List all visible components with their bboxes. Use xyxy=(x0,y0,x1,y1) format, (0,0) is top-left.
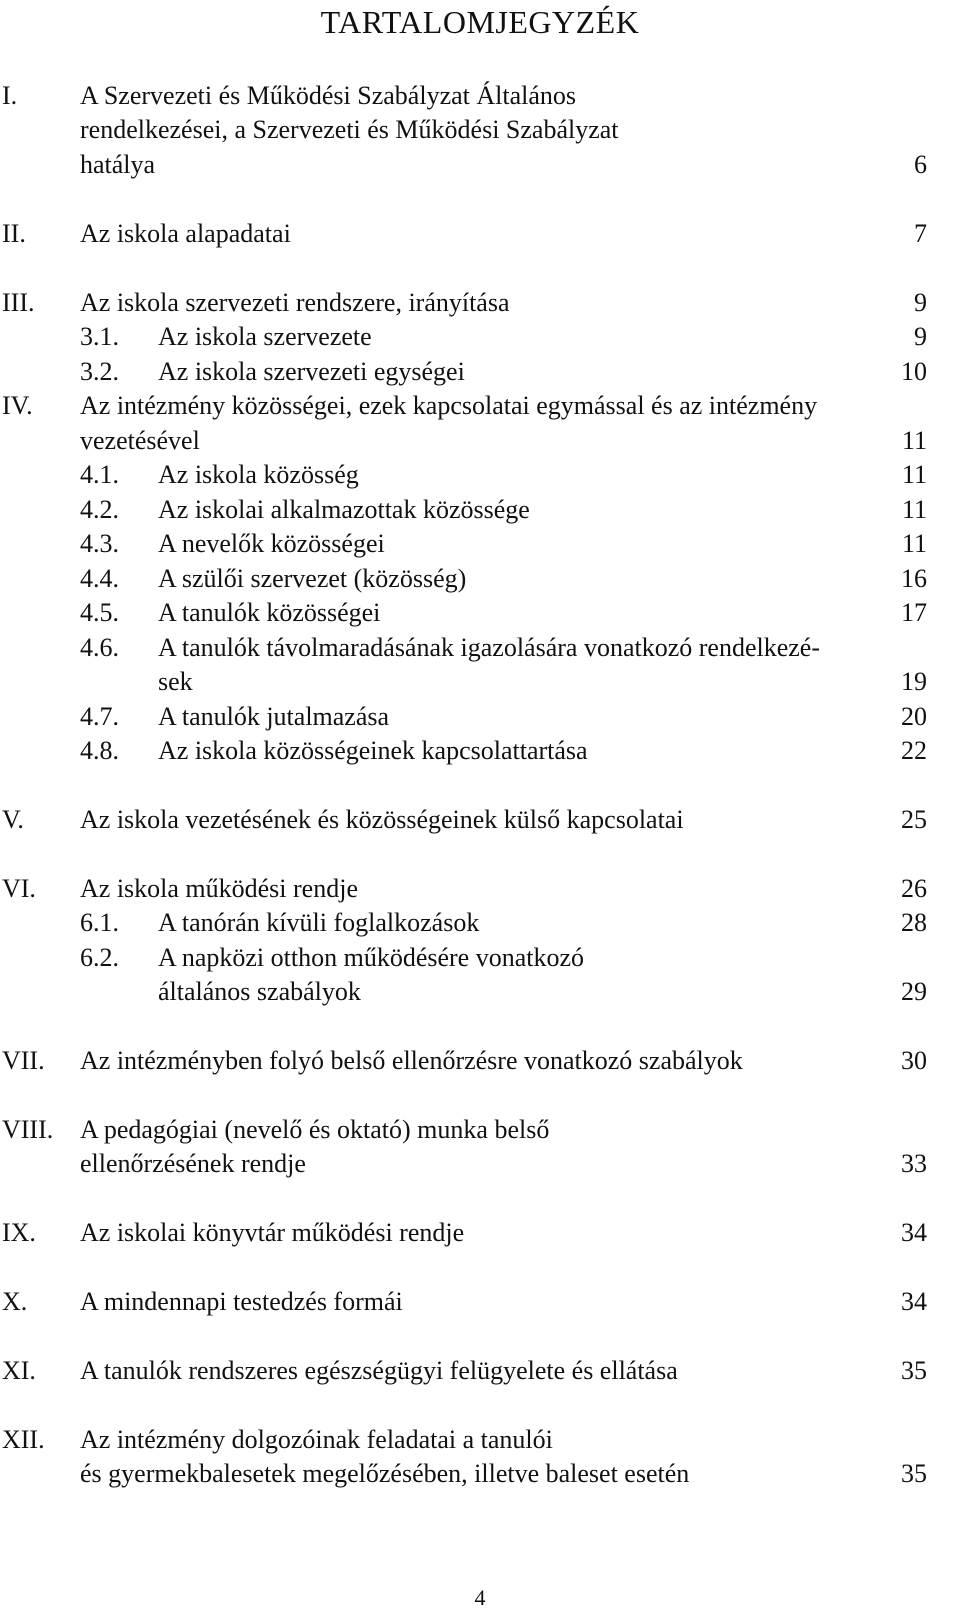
toc-entry-title: A tanórán kívüli foglalkozások xyxy=(158,908,480,937)
toc-entry-page: 26 xyxy=(901,874,927,903)
toc-entry-line xyxy=(0,1043,960,1079)
toc-entry-number: II. xyxy=(2,219,26,248)
page-title: TARTALOMJEGYZÉK xyxy=(320,4,640,40)
toc-entry-number: 3.1. xyxy=(80,322,119,351)
toc-entry-page: 10 xyxy=(901,357,927,386)
toc-entry-page: 11 xyxy=(901,460,927,489)
toc-entry-number: 4.6. xyxy=(80,633,119,662)
toc-entry-line xyxy=(0,561,960,597)
toc-entry-number: IX. xyxy=(2,1218,36,1247)
toc-entry-line xyxy=(0,974,960,1010)
toc-entry-page: 7 xyxy=(914,219,927,248)
toc-entry-number: V. xyxy=(2,805,24,834)
toc-entry-page: 6 xyxy=(914,150,927,179)
toc-entry-page: 30 xyxy=(901,1046,927,1075)
toc-entry-page: 28 xyxy=(901,908,927,937)
toc-entry-line xyxy=(0,216,960,252)
page-number: 4 xyxy=(474,1585,486,1610)
toc-entry-line xyxy=(0,354,960,390)
toc-entry-title: A pedagógiai (nevelő és oktató) munka belső xyxy=(80,1115,550,1144)
toc-entry-line xyxy=(0,457,960,493)
toc-entry-line xyxy=(0,940,960,976)
toc-entry-line xyxy=(0,733,960,769)
toc-entry-line xyxy=(0,595,960,631)
toc-entry-title: hatálya xyxy=(80,150,156,179)
toc-entry-number: 6.2. xyxy=(80,943,119,972)
toc-entry-number: VII. xyxy=(2,1046,45,1075)
toc-entry-title: Az iskola vezetésének és közösségeinek külső kapcsolatai xyxy=(80,805,684,834)
toc-entry-page: 11 xyxy=(901,529,927,558)
toc-entry-title: A nevelők közösségei xyxy=(158,529,385,558)
toc-entry-number: XI. xyxy=(2,1356,36,1385)
toc-entry-title: Az iskola szervezeti egységei xyxy=(158,357,465,386)
toc-entry-line xyxy=(0,905,960,941)
toc-entry-title: Az iskola szervezeti rendszere, irányítása xyxy=(80,288,510,317)
toc-entry-title: Az iskolai alkalmazottak közössége xyxy=(158,495,530,524)
toc-entry-title: sek xyxy=(158,667,193,696)
toc-entry-title: A Szervezeti és Működési Szabályzat Általános xyxy=(80,81,577,110)
toc-entry-number: XII. xyxy=(2,1425,45,1454)
toc-entry-number: 4.7. xyxy=(80,702,119,731)
toc-entry-title: Az intézményben folyó belső ellenőrzésre vonatkozó szabályok xyxy=(80,1046,743,1075)
toc-entry-line xyxy=(0,802,960,838)
toc-entry-title: vezetésével xyxy=(80,426,200,455)
toc-entry-number: VIII. xyxy=(2,1115,54,1144)
toc-entry-title: A napközi otthon működésére vonatkozó xyxy=(158,943,585,972)
toc-entry-page: 19 xyxy=(901,667,927,696)
toc-entry-number: III. xyxy=(2,288,35,317)
toc-entry-title: A tanulók jutalmazása xyxy=(158,702,390,731)
toc-entry-page: 17 xyxy=(901,598,927,627)
toc-entry-page: 35 xyxy=(901,1459,927,1488)
toc-entry-line xyxy=(0,319,960,355)
toc-entry-title: A tanulók közösségei xyxy=(158,598,381,627)
toc-entry-number: 6.1. xyxy=(80,908,119,937)
toc-entry-title: Az iskola közösség xyxy=(158,460,359,489)
toc-entry-page: 22 xyxy=(901,736,927,765)
toc-entry-number: VI. xyxy=(2,874,36,903)
toc-entry-page: 20 xyxy=(901,702,927,731)
toc-entry-line xyxy=(0,1422,960,1458)
toc-entry-title: A mindennapi testedzés formái xyxy=(80,1287,403,1316)
toc-entry-line xyxy=(0,1284,960,1320)
toc-entry-title: Az iskolai könyvtár működési rendje xyxy=(80,1218,465,1247)
toc-entry-number: 4.5. xyxy=(80,598,119,627)
toc-entry-line xyxy=(0,664,960,700)
toc-entry-line xyxy=(0,285,960,321)
toc-entry-number: 4.2. xyxy=(80,495,119,524)
toc-entry-page: 25 xyxy=(901,805,927,834)
toc-entry-title: Az intézmény dolgozóinak feladatai a tanulói xyxy=(80,1425,553,1454)
toc-entry-number: X. xyxy=(2,1287,28,1316)
toc-entry-page: 11 xyxy=(901,495,927,524)
toc-entry-line xyxy=(0,147,960,183)
toc-entry-title: A tanulók rendszeres egészségügyi felügyelete és ellátása xyxy=(80,1356,678,1385)
toc-entry-number: 4.3. xyxy=(80,529,119,558)
toc-entry-line xyxy=(0,1146,960,1182)
toc-entry-title: Az iskola közösségeinek kapcsolattartása xyxy=(158,736,588,765)
toc-entry-line xyxy=(0,526,960,562)
toc-entry-number: 4.4. xyxy=(80,564,119,593)
toc-entry-line xyxy=(0,871,960,907)
toc-entry-page: 16 xyxy=(901,564,927,593)
toc-entry-page: 11 xyxy=(901,426,927,455)
toc-entry-line xyxy=(0,1112,960,1148)
toc-entry-title: és gyermekbalesetek megelőzésében, illetve baleset esetén xyxy=(80,1459,690,1488)
toc-entry-title: Az iskola működési rendje xyxy=(80,874,358,903)
toc-entry-line xyxy=(0,699,960,735)
toc-entry-line xyxy=(0,1353,960,1389)
toc-entry-number: IV. xyxy=(2,391,33,420)
toc-entry-title: általános szabályok xyxy=(158,977,361,1006)
toc-entry-line xyxy=(0,630,960,666)
toc-entry-page: 34 xyxy=(901,1218,927,1247)
toc-entry-number: I. xyxy=(2,81,18,110)
toc-entry-line xyxy=(0,112,960,148)
toc-entry-title: Az iskola szervezete xyxy=(158,322,372,351)
toc-entry-number: 4.8. xyxy=(80,736,119,765)
toc-entry-line xyxy=(0,423,960,459)
toc-entry-line xyxy=(0,1456,960,1492)
toc-entry-title: rendelkezései, a Szervezeti és Működési Szabályzat xyxy=(80,115,619,144)
toc-entry-page: 35 xyxy=(901,1356,927,1385)
toc-entry-page: 29 xyxy=(901,977,927,1006)
toc-entry-page: 34 xyxy=(901,1287,927,1316)
toc-entry-title: A tanulók távolmaradásának igazolására vonatkozó rendelkezé- xyxy=(158,633,820,662)
toc-entry-page: 9 xyxy=(914,288,927,317)
toc-entry-line xyxy=(0,388,960,424)
toc-entry-title: Az intézmény közösségei, ezek kapcsolatai egymással és az intézmény xyxy=(80,391,818,420)
toc-entry-title: A szülői szervezet (közösség) xyxy=(158,564,467,593)
toc-entry-line xyxy=(0,1215,960,1251)
toc-entry-page: 33 xyxy=(901,1149,927,1178)
toc-entry-title: Az iskola alapadatai xyxy=(80,219,291,248)
toc-entry-page: 9 xyxy=(914,322,927,351)
toc-entry-number: 4.1. xyxy=(80,460,119,489)
toc-entry-title: ellenőrzésének rendje xyxy=(80,1149,306,1178)
toc-entry-number: 3.2. xyxy=(80,357,119,386)
toc-entry-line xyxy=(0,492,960,528)
toc-entry-line xyxy=(0,78,960,114)
